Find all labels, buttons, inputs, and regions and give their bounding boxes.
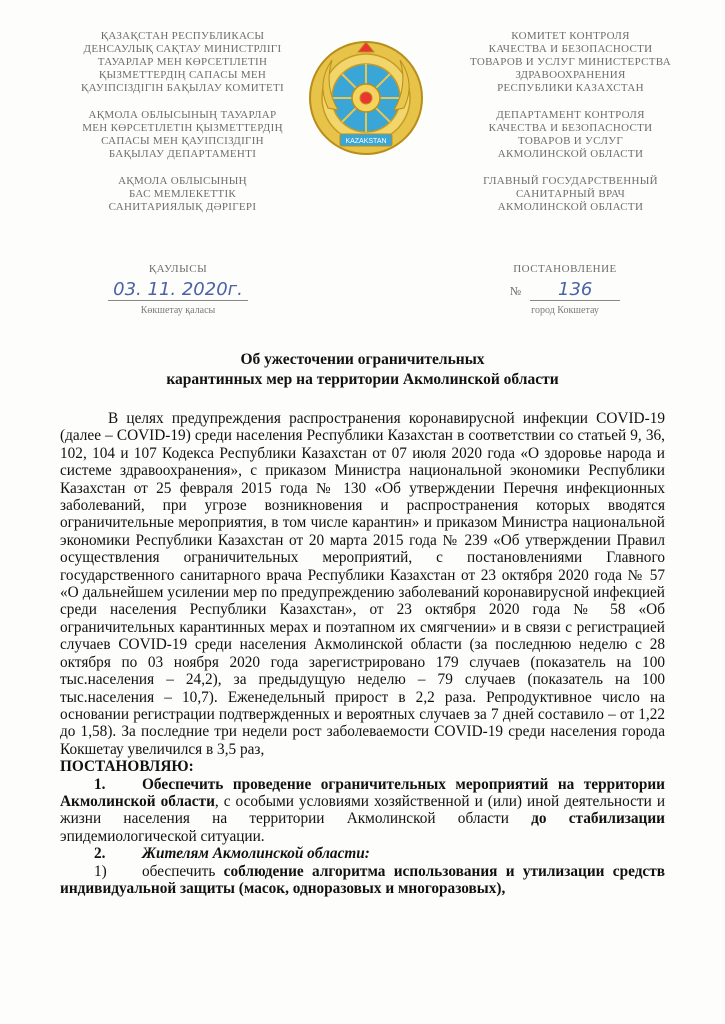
decree-date-line <box>108 279 248 301</box>
header-line: САНИТАРИЯЛЫҚ ДӘРІГЕРІ <box>108 201 257 213</box>
header-line: ҚАУІПСІЗДІГІН БАҚЫЛАУ КОМИТЕТІ <box>80 82 284 94</box>
header-line: КАЧЕСТВА И БЕЗОПАСНОСТИ <box>488 43 653 55</box>
header-line: ЗДРАВООХРАНЕНИЯ <box>515 69 626 81</box>
header-left-kazakh <box>60 30 305 223</box>
state-emblem-icon <box>306 38 426 158</box>
decree-number: 136 <box>558 279 593 300</box>
decree-left <box>98 263 258 316</box>
item-1-text-end: эпидемиологической ситуации. <box>60 827 265 845</box>
header-line: ГЛАВНЫЙ ГОСУДАРСТВЕННЫЙ <box>483 175 658 187</box>
header-line: КАЧЕСТВА И БЕЗОПАСНОСТИ <box>488 122 653 134</box>
title-line: карантинных мер на территории Акмолинской области <box>166 371 559 388</box>
header-line: ДЕПАРТАМЕНТ КОНТРОЛЯ <box>496 109 645 121</box>
decree-title-russian: ПОСТАНОВЛЕНИЕ <box>513 263 617 275</box>
title-line: Об ужесточении ограничительных <box>240 351 485 368</box>
header-line: КОМИТЕТ КОНТРОЛЯ <box>511 30 630 42</box>
item-1 <box>60 776 665 846</box>
item-1-emphasis: до стабилизации <box>531 810 665 828</box>
header-right-block-3 <box>448 175 693 214</box>
header-line: ДЕНСАУЛЫҚ САҚТАУ МИНИСТРЛІГІ <box>83 43 282 55</box>
header-line: САНИТАРНЫЙ ВРАЧ <box>515 188 626 200</box>
header-line: ТОВАРОВ И УСЛУГ <box>517 135 624 147</box>
header-line: ТОВАРОВ И УСЛУГ МИНИСТЕРСТВА <box>470 56 671 68</box>
sub-item-1 <box>60 863 665 898</box>
header-line: АКМОЛИНСКОЙ ОБЛАСТИ <box>497 148 644 160</box>
item-1-lead: Обеспечить проведение ограничительных мероприятий на территории Акмолинской области <box>60 775 665 810</box>
item-2-text: Жителям Акмолинской области: <box>142 845 370 863</box>
preamble-paragraph: В целях предупреждения распространения коронавирусной инфекции COVID-19 (далее – COVID-19) среди населения Республики Казахстан в соответствии со статьей 9, 36, 102, 104 и 107 Кодекса Республики Казахстан от 07 июля 2020 года «О здоровье народа и системе здравоохранения», с приказом Министра национальной экономики Республики Казахстан от 25 февраля 2015 года № 130 «Об утверждении Перечня инфекционных заболеваний, при угрозе возникновения и распространения которых вводятся ограничительные мероприятия, в том числе карантин» и приказом Министра национальной экономики Республики Казахстан от 20 марта 2015 года № 239 «Об утверждении Правил осуществления ограничительных мероприятий, с постановлениями Главного государственного санитарного врача Республики Казахстан от 23 октября 2020 года № 57 «О дальнейшем усилении мер по предупреждению заболеваний коронавирусной инфекцией среди населения Республики Казахстан», от 23 октября 2020 года № 58 «Об ограничительных карантинных мерах и поэтапном их смягчении» и в связи с регистрацией случаев COVID-19 среди населения Акмолинской области (за последнюю неделю с 28 октября по 03 ноября 2020 года зарегистрировано 179 случаев (показатель на 100 тыс.населения – 24,2), за предыдущую неделю – 79 случаев (показатель на 100 тыс.населения – 10,7). Еженедельный прирост в 2,2 раза. Репродуктивное число на основании регистрации подтвержденных и вероятных случаев за 7 дней составило – от 1,22 до 1,58). За последние три недели рост заболеваемости COVID-19 среди населения города Кокшетау увеличился в 3,5 раз, <box>60 410 665 758</box>
header-right-block-2 <box>448 109 693 161</box>
header-line: САПАСЫ МЕН ҚАУІПСІЗДІГІН <box>101 135 264 147</box>
item-1-text: , с особыми условиями хозяйственной и (или) иной деятельности и жизни населения на территории Акмолинской области <box>60 792 666 828</box>
header-left-block-3 <box>60 175 305 214</box>
header-line: ҚЫЗМЕТТЕРДІҢ САПАСЫ МЕН <box>98 69 267 81</box>
sub-item-1-text: обеспечить <box>142 862 224 880</box>
decree-city-russian: город Кокшетау <box>531 305 599 316</box>
sub-item-number: 1) <box>94 862 107 880</box>
header-line: ТАУАРЛАР МЕН КӨРСЕТІЛЕТІН <box>97 56 268 68</box>
number-sign: № <box>509 284 522 298</box>
header-left-block-1 <box>60 30 305 95</box>
header-line: БАҚЫЛАУ ДЕПАРТАМЕНТІ <box>108 148 257 160</box>
decree-number-line <box>530 279 620 301</box>
decree-date: 03. 11. 2020г. <box>113 279 243 300</box>
header-line: РЕСПУБЛИКИ КАЗАХСТАН <box>497 82 644 94</box>
header-line: АҚМОЛА ОБЛЫСЫНЫҢ ТАУАРЛАР <box>88 109 277 121</box>
decree-right <box>485 263 645 316</box>
header-right-block-1 <box>448 30 693 95</box>
item-number: 1. <box>94 775 106 793</box>
decree-city-kazakh: Көкшетау қаласы <box>140 305 216 316</box>
item-2 <box>60 845 665 862</box>
sub-item-1-emphasis: соблюдение алгоритма использования и утилизации средств индивидуальной защиты (масок, одноразовых и многоразовых), <box>60 862 665 897</box>
decree-number-row <box>485 279 645 301</box>
item-number: 2. <box>94 845 106 863</box>
header-right-russian <box>448 30 693 223</box>
decree-title-kazakh: ҚАУЛЫСЫ <box>148 263 208 275</box>
document-title <box>60 350 665 390</box>
header-line: ҚАЗАҚСТАН РЕСПУБЛИКАСЫ <box>100 30 265 42</box>
header-line: АҚМОЛА ОБЛЫСЫНЫҢ <box>118 175 247 187</box>
emblem-label: KAZAKSTAN <box>345 138 387 145</box>
document-body <box>60 410 665 897</box>
header-line: АКМОЛИНСКОЙ ОБЛАСТИ <box>497 201 644 213</box>
header-line: МЕН КӨРСЕТІЛЕТІН ҚЫЗМЕТТЕРДІҢ <box>82 122 283 134</box>
header-left-block-2 <box>60 109 305 161</box>
decree-word: ПОСТАНОВЛЯЮ: <box>60 758 194 776</box>
header-line: БАС МЕМЛЕКЕТТІК <box>128 188 237 200</box>
